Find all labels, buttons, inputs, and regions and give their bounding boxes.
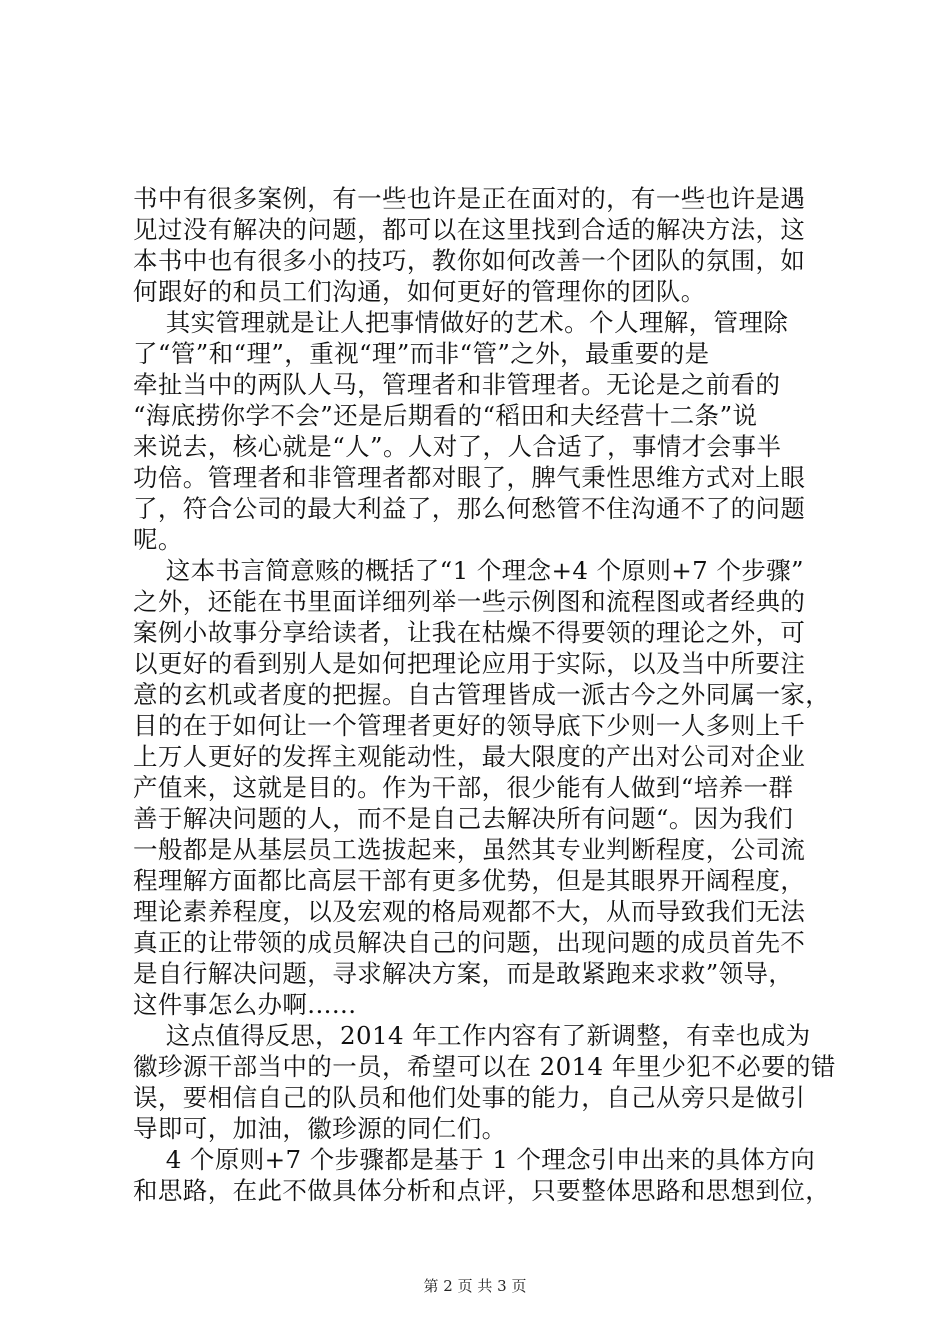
text-line: 这件事怎么办啊...... (133, 990, 357, 1019)
text-line: 程理解方面都比高层干部有更多优势，但是其眼界开阔程度， (133, 866, 806, 895)
text-line: 以更好的看到别人是如何把理论应用于实际，以及当中所要注 (133, 649, 806, 678)
text-line: 这点值得反思，2014 年工作内容有了新调整，有幸也成为 (133, 1021, 811, 1050)
text-line: 误，要相信自己的队员和他们处事的能力，自己从旁只是做引 (133, 1083, 806, 1112)
text-line: 之外，还能在书里面详细列举一些示例图和流程图或者经典的 (133, 587, 806, 616)
text-line: 何跟好的和员工们沟通，如何更好的管理你的团队。 (133, 277, 706, 306)
text-line: 上万人更好的发挥主观能动性，最大限度的产出对公司对企业 (133, 742, 806, 771)
text-line: 目的在于如何让一个管理者更好的领导底下少则一人多则上千 (133, 711, 806, 740)
text-line: 和思路，在此不做具体分析和点评，只要整体思路和思想到位， (133, 1176, 831, 1205)
text-line: 理论素养程度，以及宏观的格局观都不大，从而导致我们无法 (133, 897, 806, 926)
body-text (133, 183, 836, 1206)
text-line: 意的玄机或者度的把握。自古管理皆成一派古今之外同属一家， (133, 680, 831, 709)
text-line: 这本书言简意赅的概括了“1 个理念+4 个原则+7 个步骤” (133, 556, 804, 585)
text-line: 书中有很多案例，有一些也许是正在面对的，有一些也许是遇 (133, 184, 806, 213)
text-line: 徽珍源干部当中的一员，希望可以在 2014 年里少犯不必要的错 (133, 1052, 836, 1081)
text-line: 是自行解决问题，寻求解决方案，而是敢紧跑来求救”领导， (133, 959, 794, 988)
text-line: 其实管理就是让人把事情做好的艺术。个人理解，管理除 (133, 308, 789, 337)
text-line: “海底捞你学不会”还是后期看的“稻田和夫经营十二条”说 (133, 401, 758, 430)
text-line: 了“管”和“理”，重视“理”而非“管”之外，最重要的是 (133, 339, 710, 368)
text-line: 一般都是从基层员工选拔起来，虽然其专业判断程度，公司流 (133, 835, 806, 864)
text-line: 产值来，这就是目的。作为干部，很少能有人做到“培养一群 (133, 773, 794, 802)
text-line: 善于解决问题的人，而不是自己去解决所有问题“。因为我们 (133, 804, 794, 833)
text-line: 见过没有解决的问题，都可以在这里找到合适的解决方法，这 (133, 215, 806, 244)
text-line: 导即可，加油，徽珍源的同仁们。 (133, 1114, 507, 1143)
text-line: 本书中也有很多小的技巧，教你如何改善一个团队的氛围，如 (133, 246, 806, 275)
text-line: 功倍。管理者和非管理者都对眼了，脾气秉性思维方式对上眼 (133, 463, 806, 492)
text-line: 了，符合公司的最大利益了，那么何愁管不住沟通不了的问题 (133, 494, 806, 523)
text-line: 来说去，核心就是“人”。人对了，人合适了，事情才会事半 (133, 432, 782, 461)
text-line: 4 个原则+7 个步骤都是基于 1 个理念引申出来的具体方向 (133, 1145, 816, 1174)
text-line: 真正的让带领的成员解决自己的问题，出现问题的成员首先不 (133, 928, 806, 957)
text-line: 案例小故事分享给读者，让我在枯燥不得要领的理论之外，可 (133, 618, 806, 647)
page-number-footer: 第 2 页 共 3 页 (423, 1277, 527, 1295)
text-line: 牵扯当中的两队人马，管理者和非管理者。无论是之前看的 (133, 370, 781, 399)
text-line: 呢。 (133, 525, 183, 554)
